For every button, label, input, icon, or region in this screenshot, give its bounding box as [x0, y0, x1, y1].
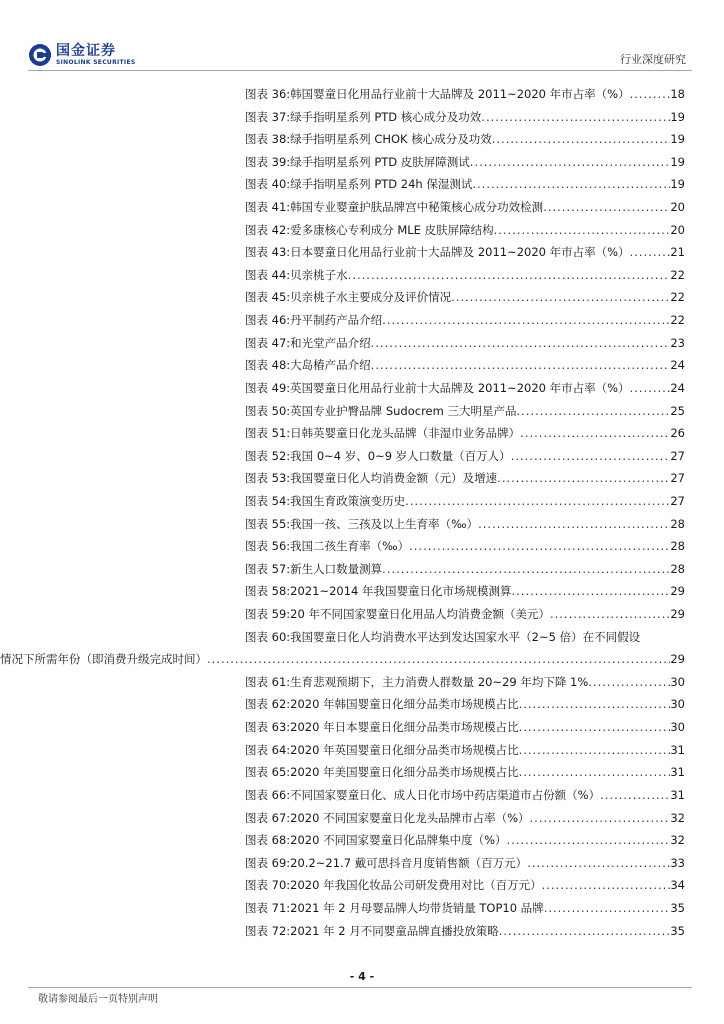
- toc-leader-dots: [630, 245, 671, 259]
- toc-entry-label: 图表 51:: [245, 426, 291, 441]
- toc-entry-page: 29: [670, 652, 685, 667]
- toc-entry[interactable]: [245, 109, 685, 132]
- toc-entry-title-continued: 情况下所需年份（即消费升级完成时间）: [0, 652, 207, 667]
- toc-entry-label: 图表 42:: [245, 222, 291, 237]
- toc-entry-page: 26: [670, 426, 685, 441]
- page-header: [0, 0, 724, 70]
- toc-entry-label: 图表 60:: [245, 629, 291, 644]
- toc-entry-title: 贝亲桃子水: [290, 267, 348, 282]
- toc-entry-page: 22: [670, 290, 685, 305]
- toc-entry-title: 2020 年英国婴童日化细分品类市场规模占比: [290, 742, 519, 757]
- toc-entry-label: 图表 41:: [245, 200, 291, 215]
- toc-entry-page: 30: [670, 720, 685, 735]
- footer-disclaimer: 敬请参阅最后一页特别声明: [38, 994, 158, 1005]
- toc-entry-title: 贝亲桃子水主要成分及评价情况: [290, 290, 452, 305]
- toc-entry-title: 20 年不同国家婴童日化用品人均消费金额（美元）: [290, 607, 550, 622]
- toc-entry-page: 32: [670, 833, 685, 848]
- toc-leader-dots: [542, 878, 671, 892]
- toc-entry-label: 图表 71:: [245, 900, 291, 915]
- toc-entry-page: 30: [670, 674, 685, 689]
- toc-entry-page: 23: [670, 335, 685, 350]
- toc-entry[interactable]: [245, 810, 685, 833]
- toc-leader-dots: [519, 697, 671, 711]
- toc-entry[interactable]: [245, 923, 685, 946]
- toc-entry-label: 图表 53:: [245, 471, 291, 486]
- toc-entry-title: 2020 年韩国婴童日化细分品类市场规模占比: [290, 697, 519, 712]
- toc-entry-page: 19: [670, 154, 685, 169]
- toc-entry-label: 图表 58:: [245, 584, 291, 599]
- toc-entry-page: 20: [670, 200, 685, 215]
- toc-leader-dots: [543, 200, 670, 214]
- logo-en: SINOLINK SECURITIES: [56, 59, 136, 66]
- toc-entry-title: 我国一孩、三孩及以上生育率（‰）: [290, 516, 479, 531]
- toc-entry-title: 2021 年 2 月不同婴童品牌直播投放策略: [290, 923, 499, 938]
- toc-entry-page: 31: [670, 765, 685, 780]
- toc-entry-page: 29: [670, 607, 685, 622]
- toc-entry-label: 图表 36:: [245, 87, 291, 101]
- toc-leader-dots: [371, 336, 671, 350]
- toc-leader-dots: [371, 358, 671, 372]
- toc-entry[interactable]: [245, 855, 685, 878]
- toc-leader-dots: [478, 517, 670, 531]
- toc-entry-label: 图表 44:: [245, 267, 291, 282]
- toc-entry[interactable]: [245, 900, 685, 923]
- toc-entry-label: 图表 67:: [245, 810, 291, 825]
- toc-entry[interactable]: [245, 696, 685, 719]
- toc-entry[interactable]: [245, 877, 685, 900]
- toc-entry-title: 2020 年日本婴童日化细分品类市场规模占比: [290, 720, 519, 735]
- toc-entry-page: 35: [670, 923, 685, 938]
- logo-mark-icon: [28, 43, 52, 67]
- toc-entry-label: 图表 65:: [245, 765, 291, 780]
- toc-leader-dots: [544, 901, 671, 915]
- toc-entry-page: 29: [670, 584, 685, 599]
- toc-entry[interactable]: [245, 86, 685, 109]
- toc-entry[interactable]: [245, 674, 685, 697]
- toc-entry-title: 我国二孩生育率（‰）: [290, 539, 410, 554]
- toc-leader-dots: [382, 313, 670, 327]
- toc-entry[interactable]: [245, 629, 685, 652]
- toc-entry-title: 英国婴童日化用品行业前十大品牌及 2011~2020 年市占率（%）: [290, 380, 630, 395]
- toc-entry-title: 绿手指明星系列 CHOK 核心成分及功效: [290, 132, 492, 147]
- toc-entry-label: 图表 37:: [245, 109, 291, 124]
- toc-entry-title: 2020 不同国家婴童日化龙头品牌市占率（%）: [290, 810, 530, 825]
- toc-entry[interactable]: [245, 380, 685, 403]
- toc-entry-label: 图表 48:: [245, 358, 291, 373]
- toc-entry[interactable]: [245, 176, 685, 199]
- toc-leader-dots: [512, 584, 671, 598]
- toc-entry[interactable]: [245, 493, 685, 516]
- toc-leader-dots: [588, 675, 670, 689]
- toc-entry-page: 28: [670, 561, 685, 576]
- toc-entry[interactable]: [245, 199, 685, 222]
- toc-entry[interactable]: [245, 764, 685, 787]
- toc-leader-dots: [451, 290, 670, 304]
- toc-leader-dots: [497, 471, 670, 485]
- toc-entry-title: 绿手指明星系列 PTD 核心成分及功效: [290, 109, 482, 124]
- toc-entry-title: 我国 0~4 岁、0~9 岁人口数量（百万人）: [290, 448, 511, 463]
- toc-leader-dots: [348, 268, 671, 282]
- toc-entry[interactable]: [245, 470, 685, 493]
- toc-entry-label: 图表 43:: [245, 245, 291, 260]
- toc-leader-dots: [519, 720, 671, 734]
- toc-entry-label: 图表 55:: [245, 516, 291, 531]
- toc-leader-dots: [382, 562, 670, 576]
- toc-entry-title: 生育悲观预期下，主力消费人群数量 20~29 年均下降 1%: [290, 674, 589, 689]
- toc-entry-page: 24: [670, 380, 685, 395]
- toc-entry-label: 图表 38:: [245, 132, 291, 147]
- toc-entry[interactable]: [245, 538, 685, 561]
- logo-cn: 国金证券: [56, 43, 116, 59]
- toc-entry-title: 绿手指明星系列 PTD 24h 保湿测试: [290, 177, 473, 192]
- toc-entry[interactable]: [245, 403, 685, 426]
- toc-entry-label: 图表 56:: [245, 539, 291, 554]
- toc-entry-label: 图表 57:: [245, 561, 291, 576]
- toc-entry[interactable]: [245, 425, 685, 448]
- toc-entry-label: 图表 40:: [245, 177, 291, 192]
- toc-entry[interactable]: [245, 606, 685, 629]
- toc-entry[interactable]: [245, 222, 685, 245]
- toc-entry[interactable]: [245, 583, 685, 606]
- toc-entry-title: 日韩英婴童日化龙头品牌（非湿巾业务品牌）: [290, 426, 521, 441]
- toc-entry-page: 22: [670, 313, 685, 328]
- toc-entry[interactable]: [245, 742, 685, 765]
- toc-leader-dots: [600, 788, 670, 802]
- toc-entry-page: 19: [670, 177, 685, 192]
- footer-divider: [28, 987, 692, 988]
- toc-entry-page: 18: [670, 87, 685, 101]
- page-number: - 4 -: [349, 970, 375, 983]
- toc-entry[interactable]: [245, 516, 685, 539]
- header-divider: [28, 70, 692, 71]
- toc-entry[interactable]: [245, 131, 685, 154]
- toc-leader-dots: [527, 856, 670, 870]
- toc-leader-dots: [516, 404, 670, 418]
- toc-entry-label: 图表 45:: [245, 290, 291, 305]
- toc-leader-dots: [470, 155, 671, 169]
- toc-leader-dots: [630, 381, 671, 395]
- toc-entry[interactable]: [245, 787, 685, 810]
- toc-entry-title: 2021 年 2 月母婴品牌人均带货销量 TOP10 品牌: [290, 900, 544, 915]
- toc-entry-label: 图表 54:: [245, 493, 291, 508]
- toc-leader-dots: [519, 765, 671, 779]
- table-of-figures: [0, 86, 685, 945]
- toc-leader-dots: [207, 652, 670, 666]
- toc-entry-label: 图表 46:: [245, 313, 291, 328]
- toc-entry[interactable]: [245, 244, 685, 267]
- toc-entry[interactable]: [245, 357, 685, 380]
- toc-entry-label: 图表 63:: [245, 720, 291, 735]
- toc-entry-label: 图表 64:: [245, 742, 291, 757]
- toc-leader-dots: [481, 110, 670, 124]
- toc-leader-dots: [519, 743, 671, 757]
- toc-entry-label: 图表 52:: [245, 448, 291, 463]
- toc-entry-title: 绿手指明星系列 PTD 皮肤屏障测试: [290, 154, 470, 169]
- toc-entry-label: 图表 59:: [245, 607, 291, 622]
- toc-entry-title: 2020 不同国家婴童日化品牌集中度（%）: [290, 833, 507, 848]
- toc-entry-page: 33: [670, 855, 685, 870]
- toc-entry-page: 27: [670, 471, 685, 486]
- toc-entry-page: 30: [670, 697, 685, 712]
- toc-entry-title: 丹平制药产品介绍: [290, 313, 383, 328]
- toc-entry-page: 31: [670, 787, 685, 802]
- toc-entry-title: 2020 年我国化妆品公司研发费用对比（百万元）: [290, 878, 542, 893]
- toc-entry-title: 20.2~21.7 戴可思抖音月度销售额（百万元）: [290, 855, 528, 870]
- toc-leader-dots: [472, 177, 670, 191]
- toc-entry-title: 日本婴童日化用品行业前十大品牌及 2011~2020 年市占率（%）: [290, 245, 630, 260]
- toc-entry-label: 图表 47:: [245, 335, 291, 350]
- toc-entry-title: 韩国婴童日化用品行业前十大品牌及 2011~2020 年市占率（%）: [290, 87, 630, 101]
- toc-leader-dots: [409, 539, 670, 553]
- toc-leader-dots: [520, 426, 670, 440]
- toc-leader-dots: [511, 449, 671, 463]
- toc-entry-page: 34: [670, 878, 685, 893]
- toc-entry-title: 韩国专业婴童护肤品牌宫中秘策核心成分功效检测: [290, 200, 544, 215]
- toc-entry-label: 图表 69:: [245, 855, 291, 870]
- toc-leader-dots: [499, 924, 671, 938]
- toc-entry-label: 图表 68:: [245, 833, 291, 848]
- toc-entry-title: 不同国家婴童日化、成人日化市场中药店渠道市占份额（%）: [290, 787, 601, 802]
- toc-entry-page: 19: [670, 132, 685, 147]
- toc-entry-page: 22: [670, 267, 685, 282]
- toc-leader-dots: [492, 132, 671, 146]
- toc-leader-dots: [405, 494, 670, 508]
- toc-entry-title: 新生人口数量测算: [290, 561, 383, 576]
- toc-entry-label: 图表 49:: [245, 380, 291, 395]
- toc-entry-continuation[interactable]: [0, 651, 685, 674]
- report-type: 行业深度研究: [620, 53, 686, 66]
- toc-entry[interactable]: [245, 832, 685, 855]
- toc-entry[interactable]: [245, 561, 685, 584]
- toc-entry-label: 图表 70:: [245, 878, 291, 893]
- toc-entry-page: 24: [670, 358, 685, 373]
- toc-entry-title: 我国生育政策演变历史: [290, 493, 406, 508]
- toc-entry-label: 图表 39:: [245, 154, 291, 169]
- toc-entry-title: 爱多康核心专利成分 MLE 皮肤屏障结构: [290, 222, 494, 237]
- toc-leader-dots: [630, 87, 671, 101]
- toc-entry-label: 图表 66:: [245, 787, 291, 802]
- toc-leader-dots: [507, 833, 671, 847]
- toc-entry-page: 32: [670, 810, 685, 825]
- toc-entry[interactable]: [245, 335, 685, 358]
- toc-leader-dots: [530, 811, 671, 825]
- toc-entry-label: 图表 61:: [245, 674, 291, 689]
- toc-entry-page: 28: [670, 539, 685, 554]
- toc-leader-dots: [550, 607, 670, 621]
- toc-entry[interactable]: [245, 719, 685, 742]
- toc-entry-title: 我国婴童日化人均消费金额（元）及增速: [290, 471, 498, 486]
- toc-entry-title: 我国婴童日化人均消费水平达到发达国家水平（2~5 倍）在不同假设: [290, 629, 641, 644]
- toc-entry[interactable]: [245, 289, 685, 312]
- toc-entry[interactable]: [245, 312, 685, 335]
- toc-entry-page: 19: [670, 109, 685, 124]
- toc-entry-page: 25: [670, 403, 685, 418]
- toc-entry[interactable]: [245, 267, 685, 290]
- company-logo: [28, 40, 135, 70]
- toc-entry-title: 2020 年美国婴童日化细分品类市场规模占比: [290, 765, 519, 780]
- toc-entry-title: 2021~2014 年我国婴童日化市场规模测算: [290, 584, 512, 599]
- toc-entry-label: 图表 62:: [245, 697, 291, 712]
- toc-entry-page: 20: [670, 222, 685, 237]
- toc-entry-page: 21: [670, 245, 685, 260]
- toc-entry-title: 大岛椿产品介绍: [290, 358, 371, 373]
- logo-text: [56, 44, 135, 66]
- toc-entry-label: 图表 72:: [245, 923, 291, 938]
- toc-entry-title: 和光堂产品介绍: [290, 335, 371, 350]
- toc-entry[interactable]: [245, 154, 685, 177]
- toc-entry-page: 31: [670, 742, 685, 757]
- toc-entry-page: 35: [670, 900, 685, 915]
- toc-entry-page: 28: [670, 516, 685, 531]
- toc-entry-label: 图表 50:: [245, 403, 291, 418]
- toc-entry-page: 27: [670, 493, 685, 508]
- toc-entry-title: 英国专业护臀品牌 Sudocrem 三大明星产品: [290, 403, 517, 418]
- toc-entry[interactable]: [245, 448, 685, 471]
- toc-leader-dots: [494, 223, 671, 237]
- toc-entry-page: 27: [670, 448, 685, 463]
